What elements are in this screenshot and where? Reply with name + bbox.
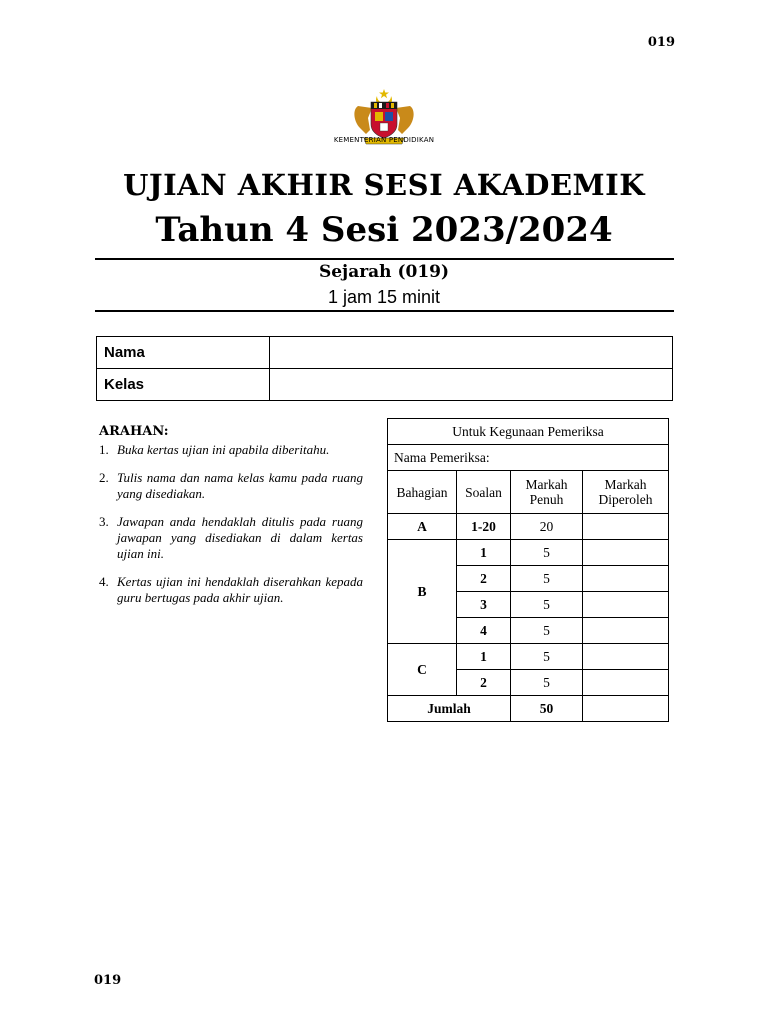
question-number: 1 [457, 540, 511, 566]
instruction-number: 3. [99, 514, 109, 529]
instruction-text: Kertas ujian ini hendaklah diserahkan kepada guru bertugas pada akhir ujian. [117, 574, 363, 605]
student-name-label: Nama [97, 337, 270, 369]
question-number: 4 [457, 618, 511, 644]
question-number: 1 [457, 644, 511, 670]
full-marks: 5 [511, 618, 583, 644]
instruction-number: 2. [99, 470, 109, 485]
instruction-item [99, 442, 363, 458]
question-number: 2 [457, 670, 511, 696]
header-full-marks: Markah Penuh [511, 471, 583, 514]
section-label: B [388, 540, 457, 644]
full-marks: 5 [511, 566, 583, 592]
marks-obtained-cell[interactable] [583, 670, 669, 696]
student-name-field[interactable] [270, 337, 673, 369]
total-full-marks: 50 [511, 696, 583, 722]
total-marks-obtained-cell[interactable] [583, 696, 669, 722]
marks-obtained-cell[interactable] [583, 592, 669, 618]
divider-top [95, 258, 674, 260]
full-marks: 5 [511, 592, 583, 618]
examiner-table-header [388, 471, 669, 514]
instructions-list [99, 442, 363, 606]
table-row [388, 644, 669, 670]
student-class-field[interactable] [270, 369, 673, 401]
question-number: 3 [457, 592, 511, 618]
instruction-text: Buka kertas ujian ini apabila diberitahu. [117, 442, 330, 457]
instruction-item [99, 514, 363, 562]
header-marks-obtained: Markah Diperoleh [583, 471, 669, 514]
student-name-row [97, 337, 673, 369]
marks-obtained-cell[interactable] [583, 618, 669, 644]
total-row [388, 696, 669, 722]
exam-duration: 1 jam 15 minit [327, 287, 441, 307]
ministry-caption: KEMENTERIAN PENDIDIKAN [333, 136, 435, 144]
question-number: 2 [457, 566, 511, 592]
divider-bottom [95, 310, 674, 312]
marks-obtained-cell[interactable] [583, 540, 669, 566]
marks-obtained-cell[interactable] [583, 644, 669, 670]
instruction-item [99, 574, 363, 606]
section-label: C [388, 644, 457, 696]
instructions-block [99, 424, 363, 618]
question-number: 1-20 [457, 514, 511, 540]
header-question: Soalan [457, 471, 511, 514]
examiner-table [387, 418, 669, 722]
examiner-name-field[interactable]: Nama Pemeriksa: [388, 445, 669, 471]
instruction-number: 4. [99, 574, 109, 589]
full-marks: 20 [511, 514, 583, 540]
page-code-bottom: 019 [94, 973, 122, 988]
full-marks: 5 [511, 644, 583, 670]
full-marks: 5 [511, 540, 583, 566]
table-row [388, 514, 669, 540]
examiner-table-title: Untuk Kegunaan Pemeriksa [388, 419, 669, 445]
total-label: Jumlah [388, 696, 511, 722]
instruction-item [99, 470, 363, 502]
subject-title: Sejarah (019) [318, 262, 450, 282]
instruction-text: Tulis nama dan nama kelas kamu pada ruang yang disediakan. [117, 470, 363, 501]
exam-year-title: Tahun 4 Sesi 2023/2024 [155, 210, 613, 250]
page-code-top: 019 [647, 35, 675, 50]
full-marks: 5 [511, 670, 583, 696]
instruction-number: 1. [99, 442, 109, 457]
marks-obtained-cell[interactable] [583, 566, 669, 592]
marks-obtained-cell[interactable] [583, 514, 669, 540]
exam-title: UJIAN AKHIR SESI AKADEMIK [123, 168, 645, 202]
student-class-row [97, 369, 673, 401]
section-label: A [388, 514, 457, 540]
student-info-table [96, 336, 673, 401]
student-class-label: Kelas [97, 369, 270, 401]
table-row [388, 540, 669, 566]
instruction-text: Jawapan anda hendaklah ditulis pada ruang jawapan yang disediakan di dalam kertas ujian ini. [117, 514, 363, 561]
header-section: Bahagian [388, 471, 457, 514]
instructions-title: ARAHAN: [99, 424, 169, 439]
